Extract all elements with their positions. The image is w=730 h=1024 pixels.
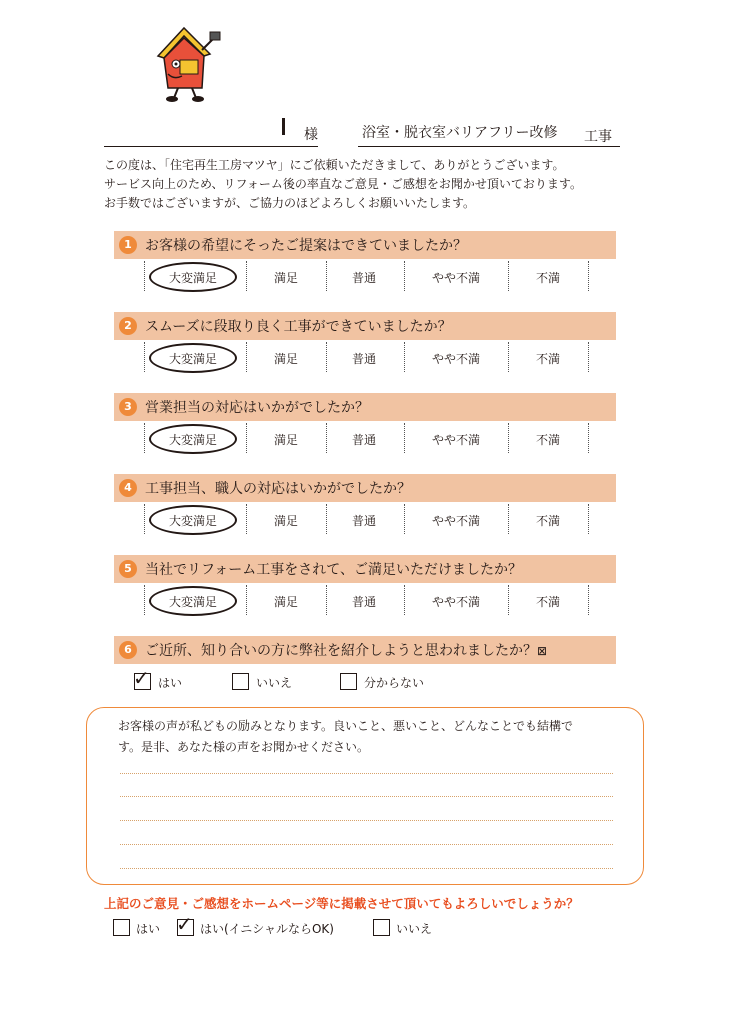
house-mascot-icon bbox=[150, 24, 230, 104]
publish-initials-label: はい(イニシャルならOK) bbox=[200, 922, 334, 936]
honorific: 様 bbox=[304, 127, 318, 143]
selected-circle-mark bbox=[149, 505, 237, 535]
question-text: 当社でリフォーム工事をされて、ご満足いただけましたか？ bbox=[145, 562, 523, 578]
rating-option[interactable]: 満足 bbox=[273, 433, 298, 447]
rating-option[interactable]: 普通 bbox=[351, 514, 376, 528]
publish-yes-checkbox[interactable] bbox=[113, 919, 130, 936]
q6-no-checkbox[interactable] bbox=[232, 673, 249, 690]
q6-yes-label: はい bbox=[158, 676, 183, 690]
publish-no-checkbox[interactable] bbox=[373, 919, 390, 936]
rating-option[interactable]: 不満 bbox=[535, 271, 560, 285]
publish-question: 上記のご意見・ご感想をホームページ等に掲載させて頂いてもよろしいでしょうか？ bbox=[104, 896, 579, 911]
rating-option[interactable]: 不満 bbox=[535, 595, 560, 609]
name-cursor bbox=[282, 118, 285, 135]
rating-option[interactable]: 不満 bbox=[535, 352, 560, 366]
rating-option[interactable]: やや不満 bbox=[431, 514, 480, 528]
question-text: 営業担当の対応はいかがでしたか？ bbox=[145, 400, 369, 416]
selected-circle-mark bbox=[149, 424, 237, 454]
question-text: スムーズに段取り良く工事ができていましたか？ bbox=[145, 319, 452, 335]
voice-prompt-line-2: す。是非、あなた様の声をお聞かせください。 bbox=[118, 740, 370, 754]
rating-option[interactable]: 満足 bbox=[273, 271, 298, 285]
rating-option[interactable]: 満足 bbox=[273, 352, 298, 366]
intro-line-2: サービス向上のため、リフォーム後の率直なご意見・ご感想をお聞かせ頂いております。 bbox=[104, 177, 582, 191]
publish-yes-label: はい bbox=[136, 922, 161, 936]
rating-option[interactable]: 大変満足 bbox=[168, 595, 217, 609]
selected-circle-mark bbox=[149, 343, 237, 373]
question-text: お客様の希望にそったご提案はできていましたか？ bbox=[145, 238, 467, 254]
stray-box-glyph: ⊠ bbox=[537, 644, 548, 658]
rating-option[interactable]: 満足 bbox=[273, 514, 298, 528]
writing-line[interactable] bbox=[120, 868, 613, 869]
rating-option[interactable]: 普通 bbox=[351, 271, 376, 285]
writing-line[interactable] bbox=[120, 844, 613, 845]
rating-option[interactable]: 普通 bbox=[351, 595, 376, 609]
work-line bbox=[358, 146, 620, 147]
question-number: 1 bbox=[119, 236, 137, 254]
customer-voice-prompt bbox=[118, 716, 608, 758]
rating-option[interactable]: やや不満 bbox=[431, 595, 480, 609]
question-number: 4 bbox=[119, 479, 137, 497]
rating-option[interactable]: やや不満 bbox=[431, 433, 480, 447]
work-title: 浴室・脱衣室バリアフリー改修 bbox=[362, 125, 558, 141]
q6-no-label: いいえ bbox=[256, 676, 293, 690]
rating-option[interactable]: 大変満足 bbox=[168, 271, 217, 285]
intro-line-3: お手数ではございますが、ご協力のほどよろしくお願いいたします。 bbox=[104, 196, 476, 210]
work-suffix: 工事 bbox=[584, 129, 612, 145]
writing-line[interactable] bbox=[120, 773, 613, 774]
rating-option[interactable]: 満足 bbox=[273, 595, 298, 609]
intro-line-1: この度は、「住宅再生工房マツヤ」にご依頼いただきまして、ありがとうございます。 bbox=[104, 158, 565, 172]
rating-option[interactable]: 不満 bbox=[535, 514, 560, 528]
rating-option[interactable]: 大変満足 bbox=[168, 433, 217, 447]
checkmark-icon: ✓ bbox=[133, 666, 150, 690]
question-6-text: ご近所、知り合いの方に弊社を紹介しようと思われましたか？ bbox=[145, 643, 537, 659]
question-number: 3 bbox=[119, 398, 137, 416]
writing-line[interactable] bbox=[120, 796, 613, 797]
rating-option[interactable]: 大変満足 bbox=[168, 514, 217, 528]
rating-option[interactable]: 大変満足 bbox=[168, 352, 217, 366]
rating-option[interactable]: 普通 bbox=[351, 433, 376, 447]
checkmark-icon: ✓ bbox=[176, 912, 193, 936]
question-text: 工事担当、職人の対応はいかがでしたか？ bbox=[145, 481, 411, 497]
rating-option[interactable]: やや不満 bbox=[431, 352, 480, 366]
customer-name-line bbox=[104, 146, 318, 147]
q6-unsure-label: 分からない bbox=[364, 676, 425, 690]
question-text bbox=[145, 640, 547, 660]
question-number: 6 bbox=[119, 641, 137, 659]
selected-circle-mark bbox=[149, 262, 237, 292]
rating-option[interactable]: 普通 bbox=[351, 352, 376, 366]
publish-no-label: いいえ bbox=[396, 922, 433, 936]
writing-line[interactable] bbox=[120, 820, 613, 821]
question-number: 5 bbox=[119, 560, 137, 578]
q6-unsure-checkbox[interactable] bbox=[340, 673, 357, 690]
rating-option[interactable]: やや不満 bbox=[431, 271, 480, 285]
rating-option[interactable]: 不満 bbox=[535, 433, 560, 447]
question-number: 2 bbox=[119, 317, 137, 335]
voice-prompt-line-1: お客様の声が私どもの励みとなります。良いこと、悪いこと、どんなことでも結構で bbox=[118, 719, 574, 733]
selected-circle-mark bbox=[149, 586, 237, 616]
